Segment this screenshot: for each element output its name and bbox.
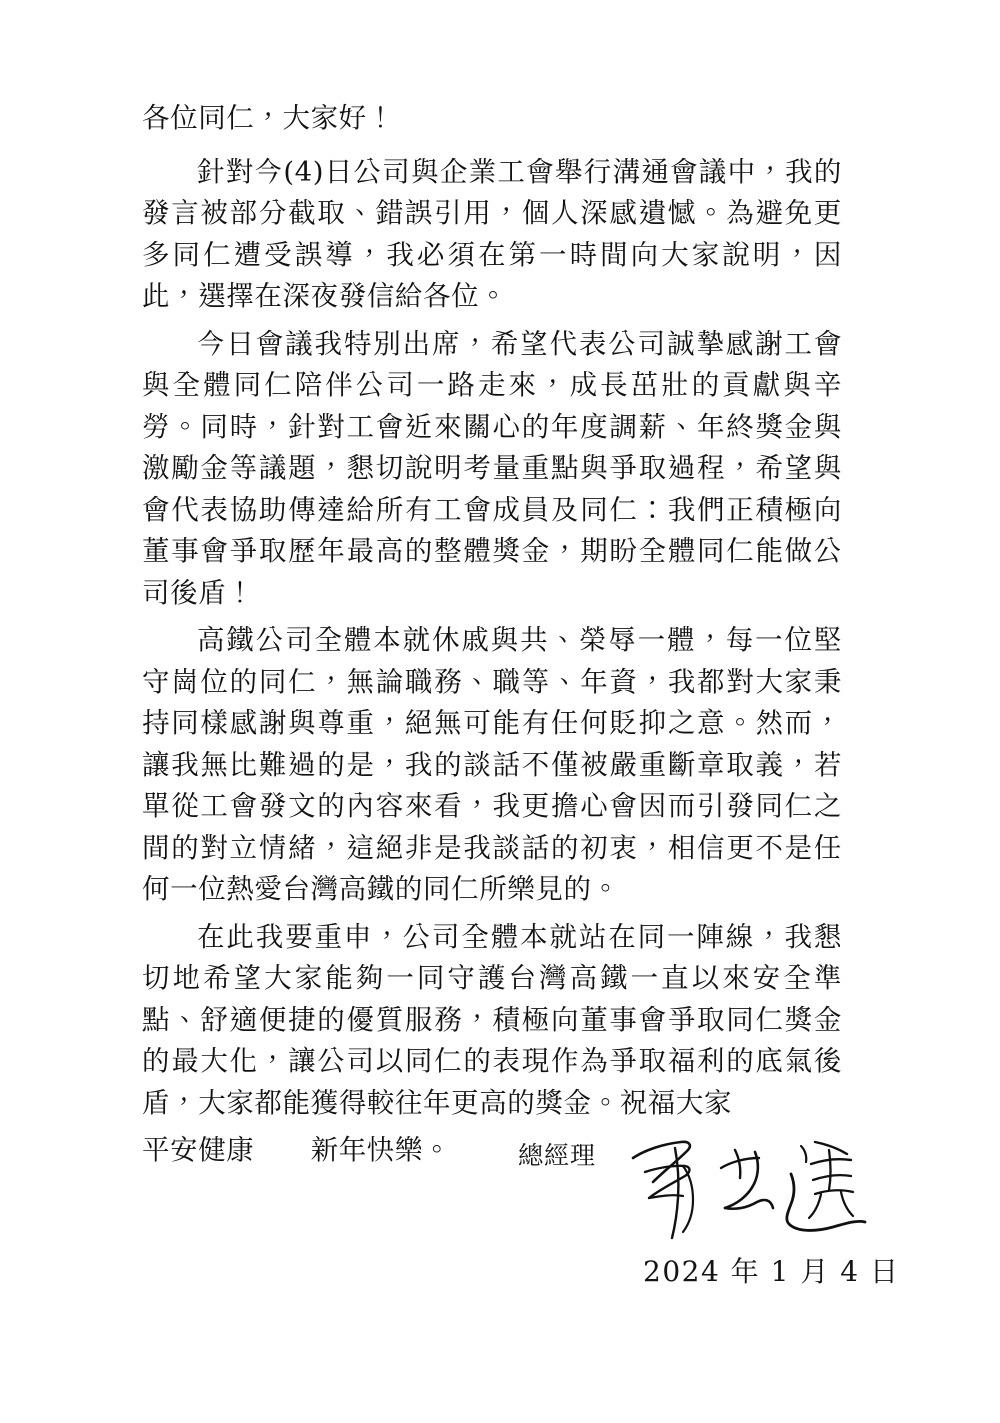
paragraph-3: 高鐵公司全體本就休戚與共、榮辱一體，每一位堅守崗位的同仁，無論職務、職等、年資，我都對大家秉持同樣感謝與尊重，絕無可能有任何貶抑之意。然而，讓我無比難過的是，我的談話不僅被嚴重斷章取義，若單從工會發文的內容來看，我更擔心會因而引發同仁之間的對立情緒，這絕非是我談話的初衷，相信更不是任何一位熱愛台灣高鐵的同仁所樂見的。: [142, 624, 842, 905]
signature-block: [505, 1128, 905, 1328]
date-month-label: 月: [800, 1255, 830, 1288]
date-month: 1: [770, 1255, 790, 1288]
paragraph-4: 在此我要重申，公司全體本就站在同一陣線，我懇切地希望大家能夠一同守護台灣高鐵一直以來安全準點、舒適便捷的優質服務，積極向董事會爭取同仁獎金的最大化，讓公司以同仁的表現作為爭取福利的底氣後盾，大家都能獲得較往年更高的獎金。祝福大家: [142, 920, 842, 1119]
salutation: 各位同仁，大家好！: [142, 102, 395, 134]
date-day: 4: [840, 1255, 860, 1288]
paragraph-2: 今日會議我特別出席，希望代表公司誠摯感謝工會與全體同仁陪伴公司一路走來，成長茁壯的貢獻與辛勞。同時，針對工會近來關心的年度調薪、年終獎金與激勵金等議題，懇切說明考量重點與爭取過程，希望與會代表協助傳達給所有工會成員及同仁：我們正積極向董事會爭取歷年最高的整體獎金，期盼全體同仁能做公司後盾！: [142, 327, 842, 609]
closing-greeting-gap: [254, 1134, 310, 1166]
letter-body: [142, 98, 842, 1172]
date-day-label: 日: [869, 1255, 900, 1288]
closing-greeting-part2: 新年快樂。: [310, 1134, 452, 1166]
signature-title: 總經理: [518, 1141, 597, 1170]
signature-date: [643, 1250, 900, 1290]
date-year-label: 年: [730, 1255, 761, 1288]
paragraph-1: 針對今(4)日公司與企業工會舉行溝通會議中，我的發言被部分截取、錯誤引用，個人深感遺憾。為避免更多同仁遭受誤導，我必須在第一時間向大家說明，因此，選擇在深夜發信給各位。: [142, 155, 842, 312]
handwritten-signature-icon: [615, 1128, 875, 1248]
closing-greeting-part1: 平安健康: [142, 1134, 255, 1166]
date-year: 2024: [643, 1255, 721, 1288]
